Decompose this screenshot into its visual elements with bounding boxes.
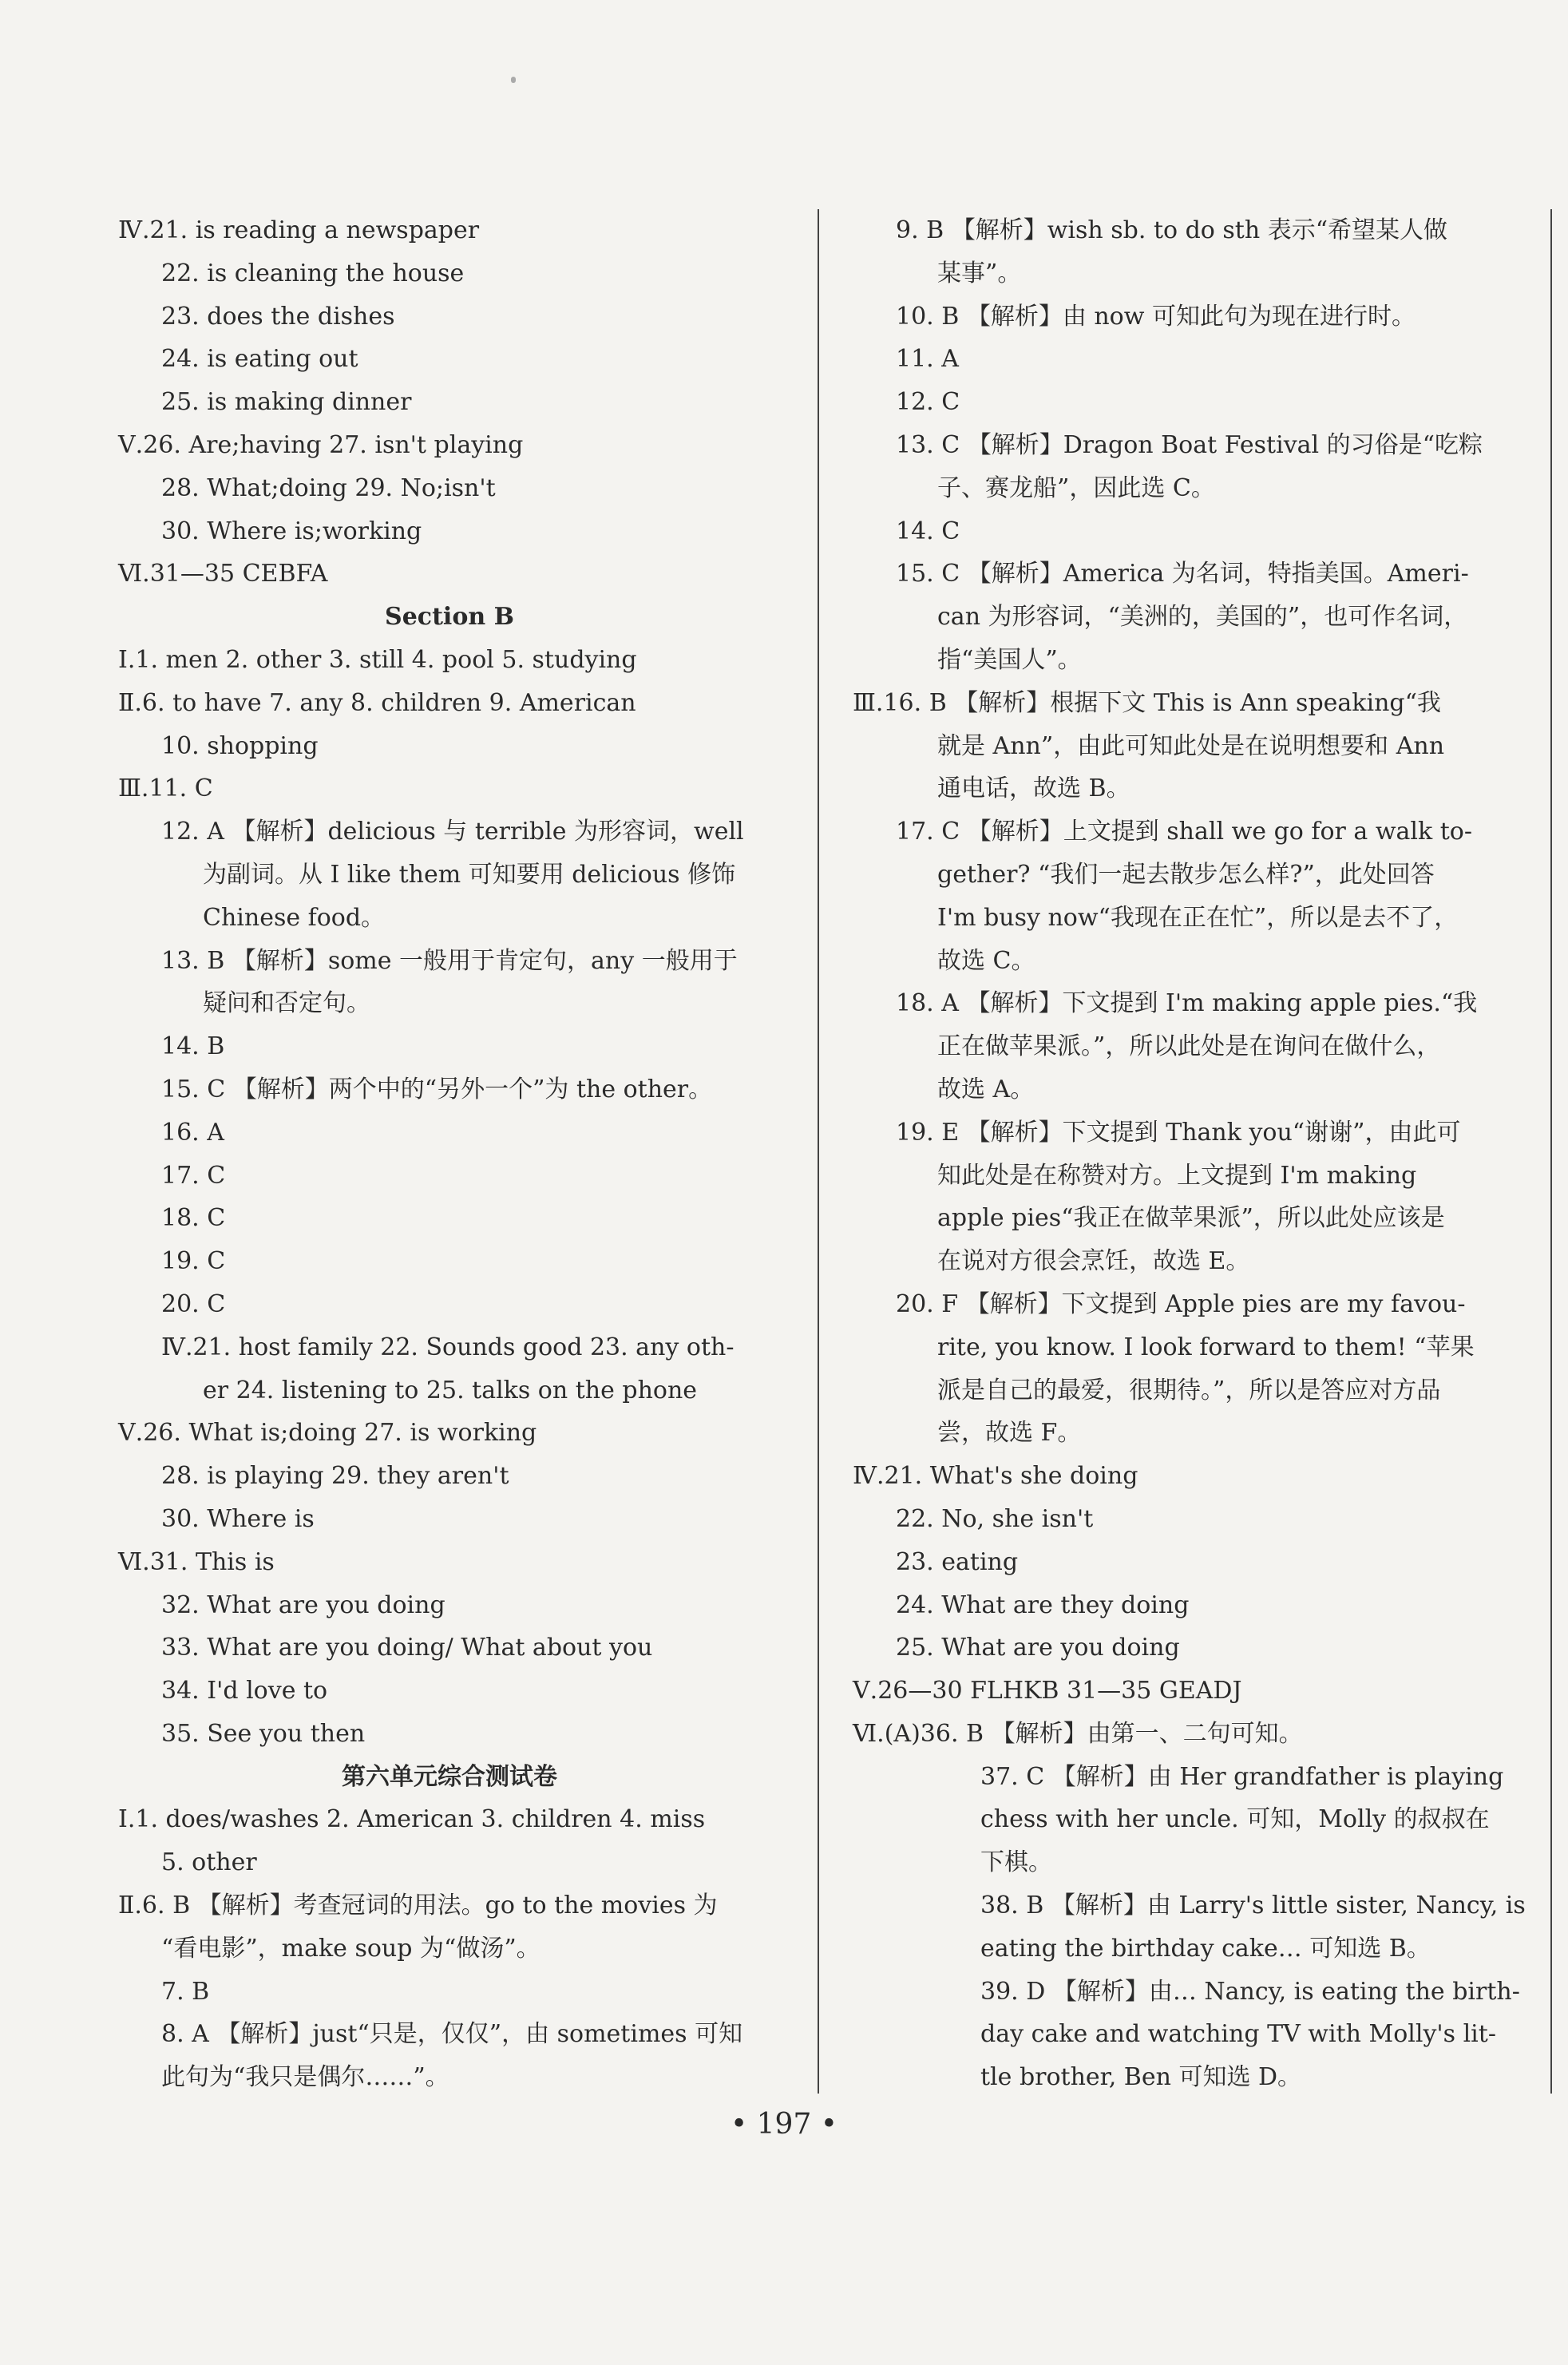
section-heading: Section B	[385, 603, 514, 632]
answer-line: “看电影”，make soup 为“做汤”。	[161, 1934, 540, 1963]
answer-line: 7. B	[161, 1977, 210, 2006]
answer-line: 下棋。	[980, 1848, 1052, 1877]
answer-line: 5. other	[161, 1848, 257, 1877]
answer-line: Ⅲ.11. C	[118, 774, 213, 803]
answer-line: 23. does the dishes	[161, 302, 395, 331]
answer-line: 13. C 【解析】Dragon Boat Festival 的习俗是“吃粽	[896, 430, 1483, 459]
answer-line: 35. See you then	[161, 1719, 366, 1748]
answer-line: 18. C	[161, 1204, 226, 1233]
answer-line: 指“美国人”。	[937, 645, 1082, 674]
answer-line: 此句为“我只是偶尔……”。	[161, 2063, 449, 2092]
answer-line: 33. What are you doing/ What about you	[161, 1634, 653, 1662]
answer-line: 故选 A。	[937, 1075, 1035, 1103]
answer-line: Ⅵ.31—35 CEBFA	[118, 560, 328, 588]
answer-line: 通电话，故选 B。	[937, 774, 1130, 803]
answer-line: 疑问和否定句。	[203, 989, 370, 1018]
answer-line: 在说对方很会烹饪，故选 E。	[937, 1247, 1250, 1276]
answer-line: 知此处是在称赞对方。上文提到 I'm making	[937, 1161, 1417, 1190]
answer-line: Ⅳ.21. host family 22. Sounds good 23. any oth-	[161, 1333, 735, 1361]
answer-line: 15. C 【解析】America 为名词，特指美国。Ameri-	[896, 560, 1469, 588]
answer-line: chess with her uncle. 可知，Molly 的叔叔在	[980, 1805, 1490, 1834]
answer-line: apple pies“我正在做苹果派”，所以此处应该是	[937, 1204, 1445, 1233]
answer-line: 17. C 【解析】上文提到 shall we go for a walk to-	[896, 818, 1472, 846]
answer-line: Chinese food。	[203, 903, 386, 932]
answer-line: 14. B	[161, 1032, 225, 1061]
answer-line: 18. A 【解析】下文提到 I'm making apple pies.“我	[896, 989, 1478, 1018]
answer-line: tle brother, Ben 可知选 D。	[980, 2063, 1302, 2092]
answer-line: Ⅰ.1. men 2. other 3. still 4. pool 5. studying	[118, 645, 637, 674]
answer-line: er 24. listening to 25. talks on the phone	[203, 1376, 698, 1404]
answer-line: 故选 C。	[937, 946, 1035, 975]
answer-line: 14. C	[896, 517, 960, 545]
answer-line: I'm busy now“我现在正在忙”，所以是去不了，	[937, 903, 1459, 932]
answer-line: Ⅳ.21. is reading a newspaper	[118, 216, 480, 244]
column-divider	[818, 209, 819, 2094]
answer-line: 10. B 【解析】由 now 可知此句为现在进行时。	[896, 302, 1416, 331]
right-column	[853, 209, 1526, 2099]
answer-line: 24. What are they doing	[896, 1591, 1190, 1619]
answer-line: day cake and watching TV with Molly's lit-	[980, 2020, 1496, 2049]
answer-line: 22. is cleaning the house	[161, 259, 465, 287]
scan-speck	[511, 77, 516, 83]
answer-line: 34. I'd love to	[161, 1677, 328, 1705]
answer-line: 11. A	[896, 345, 959, 374]
answer-line: 10. shopping	[161, 731, 319, 760]
answer-line: 38. B 【解析】由 Larry's little sister, Nancy, is	[980, 1892, 1526, 1920]
answer-line: 37. C 【解析】由 Her grandfather is playing	[980, 1762, 1504, 1791]
answer-line: 32. What are you doing	[161, 1591, 445, 1619]
answer-line: 24. is eating out	[161, 345, 358, 374]
answer-line: Ⅵ.(A)36. B 【解析】由第一、二句可知。	[853, 1719, 1303, 1748]
answer-line: Ⅵ.31. This is	[118, 1547, 275, 1576]
answer-line: Ⅲ.16. B 【解析】根据下文 This is Ann speaking“我	[853, 688, 1441, 717]
answer-line: Ⅴ.26. What is;doing 27. is working	[118, 1419, 537, 1448]
answer-line: 为副词。从 I like them 可知要用 delicious 修饰	[203, 860, 736, 889]
answer-line: 13. B 【解析】some 一般用于肯定句，any 一般用于	[161, 946, 738, 975]
left-column	[118, 209, 781, 2099]
answer-line: 就是 Ann”，由此可知此处是在说明想要和 Ann	[937, 731, 1445, 760]
answer-line: 派是自己的最爱，很期待。”，所以是答应对方品	[937, 1376, 1441, 1404]
answer-line: 19. C	[161, 1247, 226, 1276]
answer-line: 尝，故选 F。	[937, 1419, 1082, 1448]
answer-line: can 为形容词，“美洲的，美国的”，也可作名词，	[937, 603, 1468, 632]
answer-line: gether? “我们一起去散步怎么样?”，此处回答	[937, 860, 1435, 889]
answer-line: 22. No, she isn't	[896, 1504, 1094, 1533]
answer-line: 19. E 【解析】下文提到 Thank you“谢谢”，由此可	[896, 1118, 1461, 1147]
answer-line: Ⅴ.26—30 FLHKB 31—35 GEADJ	[853, 1677, 1242, 1705]
answer-line: 28. What;doing 29. No;isn't	[161, 473, 496, 502]
answer-line: 15. C 【解析】两个中的“另外一个”为 the other。	[161, 1075, 713, 1103]
answer-line: 16. A	[161, 1118, 224, 1147]
answer-line: Ⅱ.6. B 【解析】考查冠词的用法。go to the movies 为	[118, 1892, 718, 1920]
answer-line: 9. B 【解析】wish sb. to do sth 表示“希望某人做	[896, 216, 1448, 244]
answer-line: Ⅳ.21. What's she doing	[853, 1462, 1138, 1491]
answer-line: rite, you know. I look forward to them! “苹果	[937, 1333, 1475, 1361]
answer-line: 25. What are you doing	[896, 1634, 1180, 1662]
answer-line: eating the birthday cake… 可知选 B。	[980, 1934, 1431, 1963]
section-heading: 第六单元综合测试卷	[342, 1762, 557, 1791]
answer-line: 8. A 【解析】just“只是，仅仅”，由 sometimes 可知	[161, 2020, 743, 2049]
answer-line: 某事”。	[937, 259, 1022, 287]
answer-line: 23. eating	[896, 1547, 1019, 1576]
answer-line: 28. is playing 29. they aren't	[161, 1462, 509, 1491]
answer-line: 20. C	[161, 1289, 226, 1318]
answer-line: Ⅴ.26. Are;having 27. isn't playing	[118, 430, 524, 459]
answer-line: 39. D 【解析】由… Nancy, is eating the birth-	[980, 1977, 1520, 2006]
answer-line: 子、赛龙船”，因此选 C。	[937, 473, 1215, 502]
answer-line: 25. is making dinner	[161, 388, 412, 417]
answer-line: 20. F 【解析】下文提到 Apple pies are my favou-	[896, 1289, 1466, 1318]
answer-line: 12. C	[896, 388, 960, 417]
answer-line: Ⅰ.1. does/washes 2. American 3. children 4. miss	[118, 1805, 706, 1834]
answer-line: 12. A 【解析】delicious 与 terrible 为形容词，well	[161, 818, 744, 846]
answer-line: 30. Where is	[161, 1504, 315, 1533]
answer-line: 正在做苹果派。”，所以此处是在询问在做什么，	[937, 1032, 1441, 1061]
right-margin-rule	[1550, 209, 1552, 2094]
answer-line: 17. C	[161, 1161, 226, 1190]
page-number: • 197 •	[730, 2108, 838, 2141]
answer-line: 30. Where is;working	[161, 517, 422, 545]
answer-line: Ⅱ.6. to have 7. any 8. children 9. American	[118, 688, 636, 717]
